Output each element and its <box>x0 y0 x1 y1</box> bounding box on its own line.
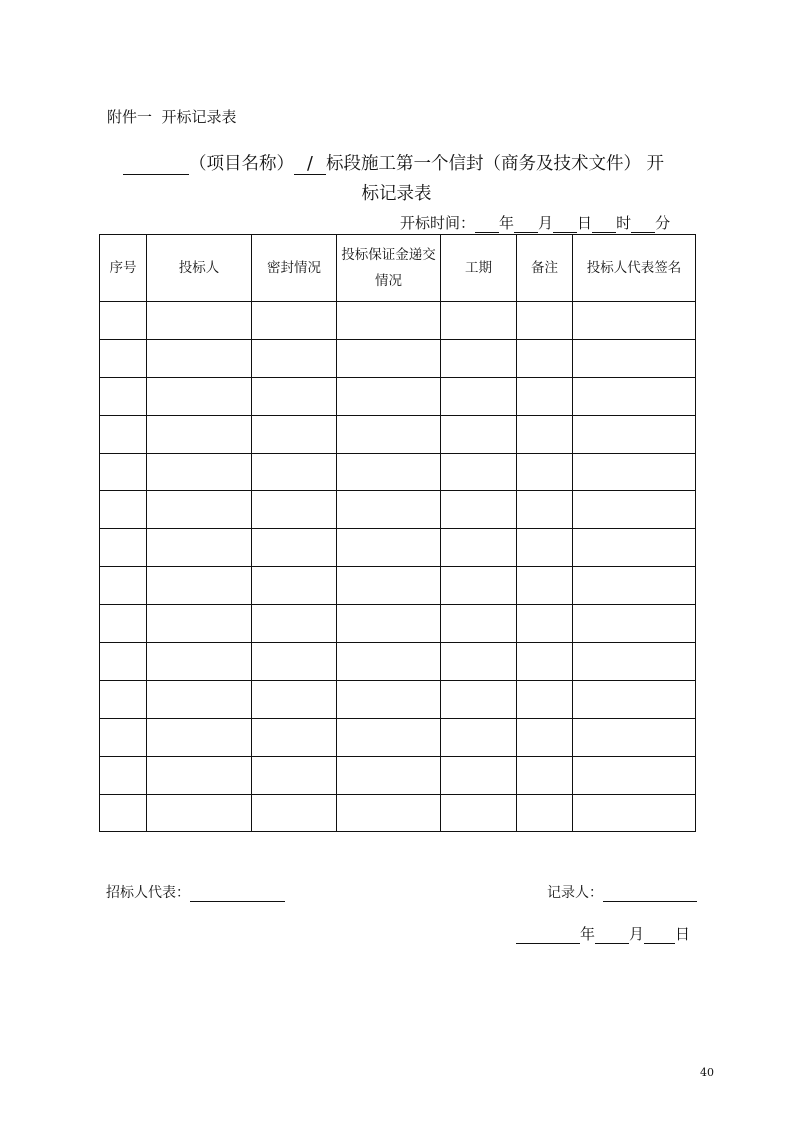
month-blank <box>514 214 538 233</box>
table-row <box>100 377 696 415</box>
table-row <box>100 718 696 756</box>
table-cell <box>573 415 696 453</box>
hour-label: 时 <box>616 214 632 232</box>
table-cell <box>573 605 696 643</box>
table-row <box>100 756 696 794</box>
table-cell <box>573 302 696 340</box>
table-cell <box>573 453 696 491</box>
table-cell <box>517 491 573 529</box>
table-cell <box>337 491 441 529</box>
table-cell <box>147 756 252 794</box>
year-label: 年 <box>499 214 515 232</box>
table-cell <box>337 680 441 718</box>
table-cell <box>517 302 573 340</box>
table-row <box>100 339 696 377</box>
table-cell <box>252 680 337 718</box>
annex-title: 附件一 开标记录表 <box>107 108 237 126</box>
header-seal-status: 密封情况 <box>252 235 337 302</box>
table-cell <box>337 377 441 415</box>
table-cell <box>100 605 147 643</box>
header-duration: 工期 <box>441 235 517 302</box>
header-serial-number: 序号 <box>100 235 147 302</box>
table-cell <box>337 718 441 756</box>
table-cell <box>337 794 441 832</box>
project-blank <box>123 154 189 175</box>
tenderer-representative-label: 招标人代表： <box>106 885 190 901</box>
table-cell <box>252 377 337 415</box>
day-blank <box>553 214 577 233</box>
table-cell <box>573 756 696 794</box>
table-cell <box>147 605 252 643</box>
table-cell <box>252 643 337 681</box>
table-cell <box>441 605 517 643</box>
document-title-line-1 <box>123 150 664 175</box>
table-cell <box>337 756 441 794</box>
table-cell <box>573 491 696 529</box>
table-cell <box>517 377 573 415</box>
table-cell <box>100 794 147 832</box>
table-cell <box>573 567 696 605</box>
sign-day-label: 日 <box>675 925 691 943</box>
table-cell <box>147 415 252 453</box>
tenderer-representative <box>106 882 285 902</box>
table-cell <box>337 529 441 567</box>
table-cell <box>441 491 517 529</box>
table-cell <box>147 529 252 567</box>
table-cell <box>441 302 517 340</box>
table-cell <box>252 302 337 340</box>
table-cell <box>147 567 252 605</box>
table-cell <box>252 605 337 643</box>
year-blank <box>475 214 499 233</box>
minute-blank <box>631 214 655 233</box>
sign-month-blank <box>595 925 629 944</box>
table-cell <box>337 302 441 340</box>
table-cell <box>252 491 337 529</box>
table-cell <box>573 794 696 832</box>
table-cell <box>100 643 147 681</box>
table-cell <box>100 756 147 794</box>
table-cell <box>441 718 517 756</box>
recorder <box>547 882 697 902</box>
project-name-label: （项目名称） <box>189 154 294 174</box>
table-cell <box>100 415 147 453</box>
table-cell <box>252 718 337 756</box>
table-cell <box>147 377 252 415</box>
table-cell <box>573 529 696 567</box>
table-row <box>100 643 696 681</box>
table-cell <box>441 453 517 491</box>
table-cell <box>147 718 252 756</box>
table-cell <box>147 794 252 832</box>
table-cell <box>100 302 147 340</box>
table-row <box>100 794 696 832</box>
table-row <box>100 680 696 718</box>
title-rest: 标段施工第一个信封（商务及技术文件） 开 <box>326 154 665 174</box>
table-cell <box>100 491 147 529</box>
sign-date-row <box>516 923 690 944</box>
month-label: 月 <box>538 214 554 232</box>
table-cell <box>517 718 573 756</box>
table-cell <box>147 453 252 491</box>
table-cell <box>252 453 337 491</box>
table-row <box>100 302 696 340</box>
table-row <box>100 529 696 567</box>
table-cell <box>252 415 337 453</box>
recorder-label: 记录人： <box>547 885 603 901</box>
header-remarks: 备注 <box>517 235 573 302</box>
sign-year-blank <box>516 925 580 944</box>
table-row <box>100 605 696 643</box>
minute-label: 分 <box>655 214 671 232</box>
table-cell <box>147 302 252 340</box>
table-cell <box>441 567 517 605</box>
table-cell <box>517 529 573 567</box>
header-bidder-rep-signature: 投标人代表签名 <box>573 235 696 302</box>
table-cell <box>147 491 252 529</box>
table-cell <box>573 718 696 756</box>
opening-time-label: 开标时间： <box>400 214 476 232</box>
table-cell <box>441 339 517 377</box>
table-cell <box>517 794 573 832</box>
table-row <box>100 567 696 605</box>
table-row <box>100 453 696 491</box>
day-label: 日 <box>577 214 593 232</box>
document-title-line-2: 标记录表 <box>361 184 432 204</box>
table-cell <box>441 680 517 718</box>
table-cell <box>517 605 573 643</box>
table-cell <box>441 529 517 567</box>
table-cell <box>337 567 441 605</box>
header-bidder: 投标人 <box>147 235 252 302</box>
table-cell <box>517 756 573 794</box>
table-cell <box>441 643 517 681</box>
bid-opening-record-table <box>99 234 696 832</box>
table-cell <box>573 339 696 377</box>
sign-month-label: 月 <box>629 925 645 943</box>
table-cell <box>517 339 573 377</box>
table-cell <box>100 680 147 718</box>
table-cell <box>100 567 147 605</box>
hour-blank <box>592 214 616 233</box>
table-cell <box>573 377 696 415</box>
table-row <box>100 491 696 529</box>
table-cell <box>252 794 337 832</box>
table-cell <box>147 680 252 718</box>
table-cell <box>337 415 441 453</box>
table-cell <box>337 643 441 681</box>
table-cell <box>100 339 147 377</box>
table-cell <box>441 794 517 832</box>
opening-time-row <box>400 212 670 233</box>
header-bid-bond-status: 投标保证金递交情况 <box>337 235 441 302</box>
table-cell <box>573 643 696 681</box>
recorder-blank <box>603 885 697 902</box>
table-cell <box>100 453 147 491</box>
table-cell <box>517 567 573 605</box>
table-header-row <box>100 235 696 302</box>
table-cell <box>517 643 573 681</box>
table-cell <box>100 529 147 567</box>
table-cell <box>337 339 441 377</box>
tenderer-representative-blank <box>190 885 285 902</box>
table-row <box>100 415 696 453</box>
table-cell <box>441 756 517 794</box>
sign-day-blank <box>644 925 675 944</box>
section-blank: / <box>294 154 326 175</box>
table-cell <box>252 339 337 377</box>
table-cell <box>147 339 252 377</box>
table-cell <box>573 680 696 718</box>
page-number: 40 <box>700 1066 714 1079</box>
table-cell <box>337 605 441 643</box>
table-cell <box>100 718 147 756</box>
table-cell <box>252 529 337 567</box>
table-cell <box>441 415 517 453</box>
table-cell <box>517 453 573 491</box>
table-cell <box>517 680 573 718</box>
table-cell <box>252 756 337 794</box>
table-cell <box>252 567 337 605</box>
sign-year-label: 年 <box>580 925 596 943</box>
table-cell <box>337 453 441 491</box>
table-cell <box>147 643 252 681</box>
table-cell <box>441 377 517 415</box>
table-cell <box>100 377 147 415</box>
table-cell <box>517 415 573 453</box>
